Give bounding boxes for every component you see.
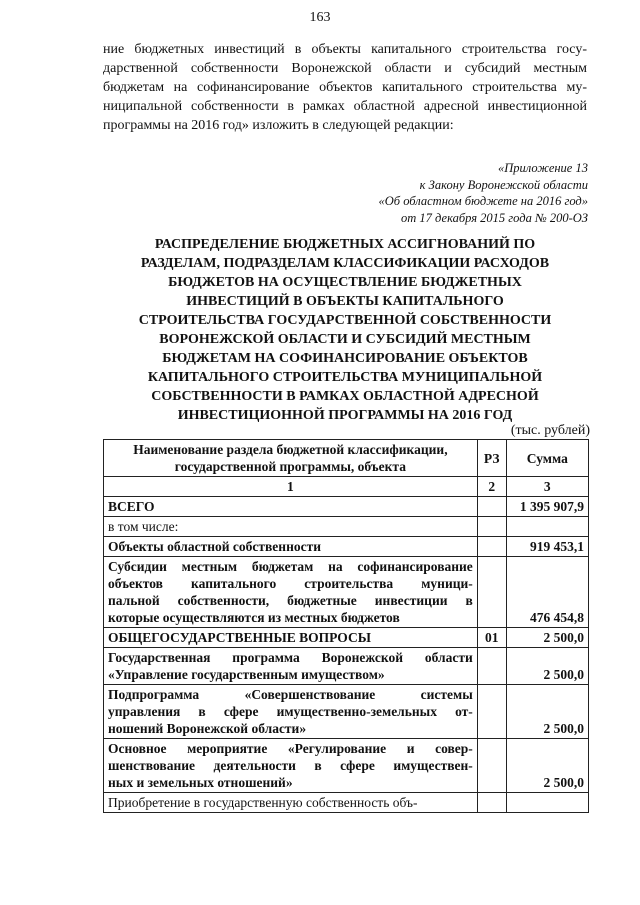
row-sum: 476 454,8: [506, 557, 588, 628]
row-name: ОБЩЕГОСУДАРСТВЕННЫЕ ВОПРОСЫ: [104, 628, 478, 648]
intro-line: ниципальной собственности в рамках областной адресной инвестиционной: [103, 99, 587, 114]
document-title: [103, 235, 587, 425]
row-name: ВСЕГО: [104, 497, 478, 517]
row-rz: [477, 557, 506, 628]
row-name: [104, 685, 478, 739]
table-row: [104, 537, 589, 557]
appendix-reference: [288, 160, 588, 226]
row-sum: 2 500,0: [506, 739, 588, 793]
row-rz: [477, 648, 506, 685]
table-header-row: [104, 440, 589, 477]
header-rz: РЗ: [477, 440, 506, 477]
row-name-line: ных и земельных отношений»: [108, 775, 293, 790]
row-name: [104, 739, 478, 793]
title-line: РАЗДЕЛАМ, ПОДРАЗДЕЛАМ КЛАССИФИКАЦИИ РАСХОДОВ: [140, 256, 550, 271]
title-line: РАСПРЕДЕЛЕНИЕ БЮДЖЕТНЫХ АССИГНОВАНИЙ ПО: [154, 237, 536, 252]
index-cell: 3: [506, 477, 588, 497]
row-name-line: Подпрограмма «Совершенствование системы: [108, 687, 473, 702]
row-sum: 1 395 907,9: [506, 497, 588, 517]
index-cell: 1: [104, 477, 478, 497]
appendix-line: от 17 декабря 2015 года № 200-ОЗ: [401, 210, 588, 225]
row-sum: [506, 793, 588, 813]
row-name: Объекты областной собственности: [104, 537, 478, 557]
table-row: [104, 628, 589, 648]
row-rz: [477, 739, 506, 793]
row-name-line: Основное мероприятие «Регулирование и совер-: [108, 741, 473, 756]
row-rz: [477, 497, 506, 517]
title-line: СОБСТВЕННОСТИ В РАМКАХ ОБЛАСТНОЙ АДРЕСНОЙ: [151, 389, 539, 404]
header-sum: Сумма: [506, 440, 588, 477]
row-rz: 01: [477, 628, 506, 648]
row-rz: [477, 537, 506, 557]
table-row: [104, 557, 589, 628]
row-name: [104, 557, 478, 628]
budget-table: [103, 439, 589, 813]
intro-line: ние бюджетных инвестиций в объекты капитального строительства госу-: [103, 42, 587, 57]
row-sum: [506, 517, 588, 537]
table-row: [104, 685, 589, 739]
row-sum: 2 500,0: [506, 628, 588, 648]
intro-line: программы на 2016 год» изложить в следующей редакции:: [103, 118, 454, 133]
units-label: (тыс. рублей): [510, 423, 590, 438]
row-rz: [477, 685, 506, 739]
appendix-line: к Закону Воронежской области: [419, 177, 588, 192]
row-rz: [477, 793, 506, 813]
intro-line: бюджетам на софинансирование объектов капитального строительства му-: [103, 80, 587, 95]
row-name-line: объектов капитального строительства муници-: [108, 576, 473, 591]
row-rz: [477, 517, 506, 537]
page-number: 163: [309, 10, 331, 25]
row-name-line: Субсидии местным бюджетам на софинансирование: [108, 559, 473, 574]
title-line: БЮДЖЕТАМ НА СОФИНАНСИРОВАНИЕ ОБЪЕКТОВ: [162, 351, 528, 366]
title-line: КАПИТАЛЬНОГО СТРОИТЕЛЬСТВА МУНИЦИПАЛЬНОЙ: [147, 370, 543, 385]
header-name: Наименование раздела бюджетной классификации, государственной программы, объекта: [104, 440, 478, 477]
title-line: СТРОИТЕЛЬСТВА ГОСУДАРСТВЕННОЙ СОБСТВЕННОСТИ: [138, 313, 552, 328]
row-name-line: Государственная программа Воронежской области: [108, 650, 473, 665]
row-name-line: пальной собственности, бюджетные инвестиции в: [108, 593, 473, 608]
title-line: БЮДЖЕТОВ НА ОСУЩЕСТВЛЕНИЕ БЮДЖЕТНЫХ: [168, 275, 522, 290]
row-name: Приобретение в государственную собственность объ-: [104, 793, 478, 813]
table-row: [104, 793, 589, 813]
row-name: [104, 648, 478, 685]
row-name: в том числе:: [104, 517, 478, 537]
appendix-line: «Приложение 13: [498, 161, 588, 175]
intro-line: дарственной собственности Воронежской области и субсидий местным: [103, 61, 587, 76]
table-row: [104, 497, 589, 517]
row-sum: 2 500,0: [506, 648, 588, 685]
row-name-line: управления в сфере имущественно-земельных от-: [108, 704, 473, 719]
row-sum: 919 453,1: [506, 537, 588, 557]
title-line: ИНВЕСТИЦИОННОЙ ПРОГРАММЫ НА 2016 ГОД: [177, 408, 513, 423]
index-cell: 2: [477, 477, 506, 497]
table-row: [104, 739, 589, 793]
row-name-line: ношений Воронежской области»: [108, 721, 307, 736]
table-row: [104, 648, 589, 685]
row-name-line: «Управление государственным имуществом»: [108, 667, 385, 682]
title-line: ИНВЕСТИЦИЙ В ОБЪЕКТЫ КАПИТАЛЬНОГО: [186, 294, 504, 309]
intro-paragraph: [103, 40, 587, 135]
column-index-row: [104, 477, 589, 497]
row-name-line: шенствование деятельности в сфере имуществен-: [108, 758, 473, 773]
table-row: [104, 517, 589, 537]
row-sum: 2 500,0: [506, 685, 588, 739]
appendix-line: «Об областном бюджете на 2016 год»: [378, 194, 588, 208]
row-name-line: которые осуществляются из местных бюджетов: [108, 610, 400, 625]
title-line: ВОРОНЕЖСКОЙ ОБЛАСТИ И СУБСИДИЙ МЕСТНЫМ: [159, 332, 531, 347]
